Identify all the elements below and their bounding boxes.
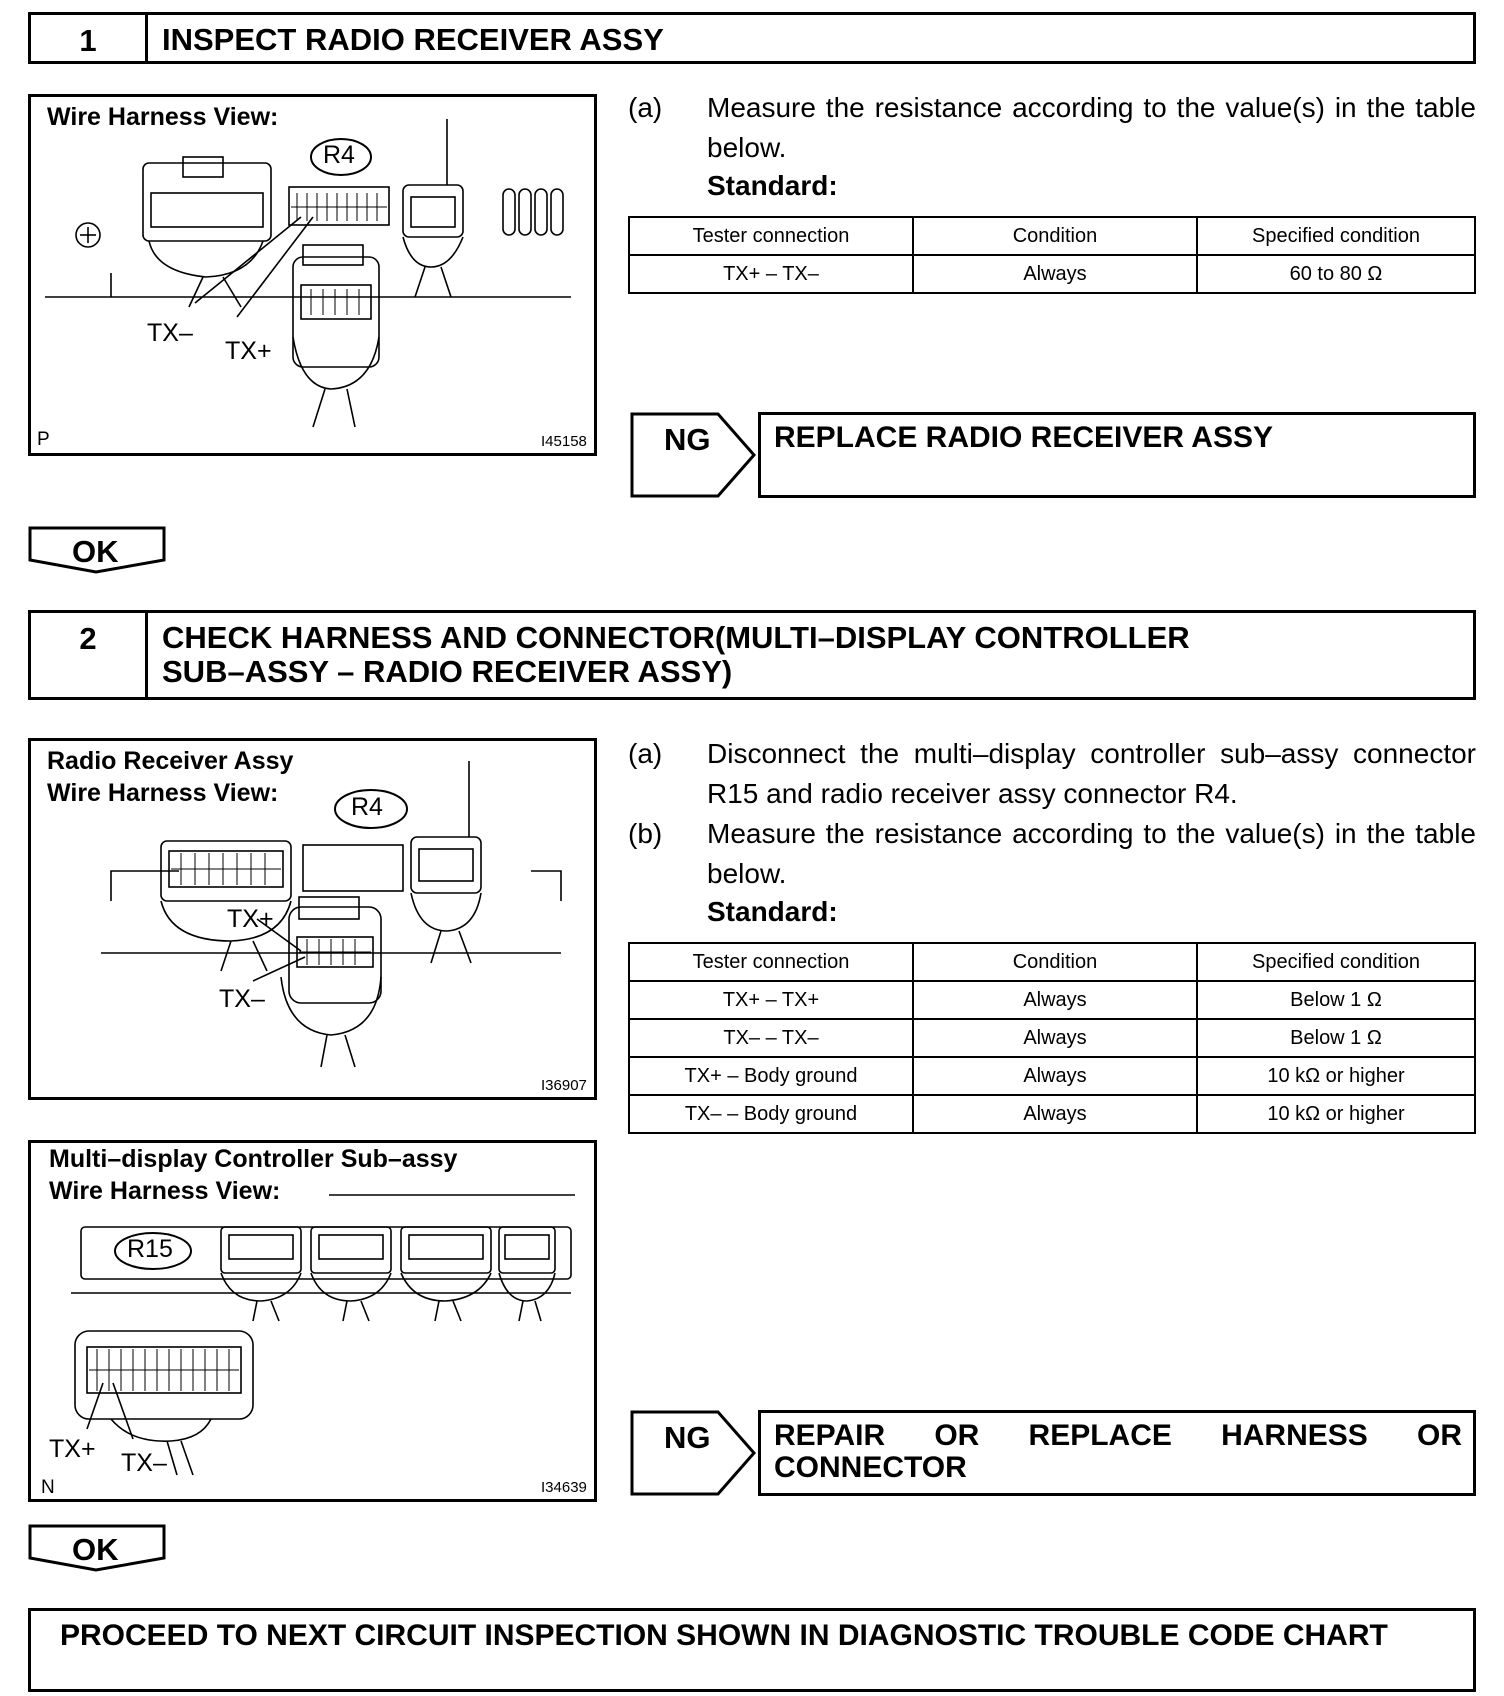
table-header: Condition <box>913 943 1197 981</box>
table-row <box>629 1095 1475 1133</box>
ng-label: NG <box>664 422 711 457</box>
table-header: Specified condition <box>1197 217 1475 255</box>
ok-label: OK <box>72 534 119 569</box>
step-title: INSPECT RADIO RECEIVER ASSY <box>162 22 664 57</box>
step-title-line-2: SUB–ASSY – RADIO RECEIVER ASSY) <box>162 654 733 689</box>
table-cell: Below 1 Ω <box>1197 1019 1475 1057</box>
table-cell: Always <box>913 981 1197 1019</box>
step-title-line-1: CHECK HARNESS AND CONNECTOR(MULTI–DISPLAY CONTROLLER <box>162 620 1190 655</box>
figure-corner-letter: P <box>37 429 50 450</box>
ng-action-line-2: CONNECTOR <box>774 1451 967 1484</box>
figure-title: Wire Harness View: <box>47 103 279 131</box>
ok-label: OK <box>72 1532 119 1567</box>
callout-tx-plus: TX+ <box>49 1435 96 1463</box>
step-title <box>148 613 1190 697</box>
figure-title-line-1: Multi–display Controller Sub–assy <box>49 1145 458 1173</box>
figure-title-line-2: Wire Harness View: <box>49 1177 281 1205</box>
final-instruction-text: PROCEED TO NEXT CIRCUIT INSPECTION SHOWN IN DIAGNOSTIC TROUBLE CODE CHART <box>60 1619 1388 1652</box>
step-number: 2 <box>31 613 148 697</box>
instruction-text: Measure the resistance according to the value(s) in the table below. <box>707 92 1476 163</box>
callout-tx-minus: TX– <box>121 1449 167 1477</box>
connector-label-r15: R15 <box>127 1235 173 1263</box>
step-2-instruction-a <box>628 734 1476 814</box>
instruction-label: (a) <box>628 92 663 123</box>
multi-display-controller-figure <box>28 1140 597 1502</box>
figure-title-line-2: Wire Harness View: <box>47 779 279 807</box>
table-cell: TX+ – TX+ <box>629 981 913 1019</box>
standard-label: Standard: <box>707 170 838 201</box>
figure-corner-letter: N <box>41 1477 55 1498</box>
connector-label-r4: R4 <box>323 141 355 169</box>
ng-label: NG <box>664 1420 711 1455</box>
callout-tx-plus: TX+ <box>225 337 272 365</box>
callout-tx-minus: TX– <box>219 985 265 1013</box>
step-2-instruction-b <box>628 814 1476 894</box>
ng-action-line-1: REPAIR OR REPLACE HARNESS OR <box>774 1419 1462 1452</box>
table-cell: 10 kΩ or higher <box>1197 1095 1475 1133</box>
table-cell: 60 to 80 Ω <box>1197 255 1475 293</box>
table-cell: Below 1 Ω <box>1197 981 1475 1019</box>
instruction-text: Disconnect the multi–display controller sub–assy connector R15 and radio receiver assy connector R4. <box>707 738 1476 809</box>
table-header: Condition <box>913 217 1197 255</box>
standard-label: Standard: <box>707 896 838 927</box>
wire-harness-figure <box>28 94 597 456</box>
step-2-header <box>28 610 1476 700</box>
r4-label-oval <box>31 741 600 1103</box>
r4-label-oval <box>31 97 600 459</box>
table-row <box>629 1019 1475 1057</box>
figure-title-line-1: Radio Receiver Assy <box>47 747 294 775</box>
table-cell: TX– – TX– <box>629 1019 913 1057</box>
connector-label-r4: R4 <box>351 793 383 821</box>
table-header-row <box>629 217 1475 255</box>
table-header: Specified condition <box>1197 943 1475 981</box>
table-cell: Always <box>913 1057 1197 1095</box>
table-row <box>629 1057 1475 1095</box>
figure-id: I34639 <box>541 1479 587 1496</box>
step-1-spec-table <box>628 216 1476 294</box>
table-header: Tester connection <box>629 217 913 255</box>
figure-id: I36907 <box>541 1077 587 1094</box>
table-cell: Always <box>913 255 1197 293</box>
step-1-instruction-a <box>628 88 1476 168</box>
table-cell: TX+ – Body ground <box>629 1057 913 1095</box>
table-cell: TX+ – TX– <box>629 255 913 293</box>
step-number: 1 <box>31 15 148 61</box>
table-row <box>629 981 1475 1019</box>
step-2-spec-table <box>628 942 1476 1134</box>
callout-tx-minus: TX– <box>147 319 193 347</box>
table-cell: Always <box>913 1095 1197 1133</box>
step-1-header <box>28 12 1476 64</box>
instruction-text: Measure the resistance according to the value(s) in the table below. <box>707 818 1476 889</box>
ng-action-text <box>774 1420 1462 1484</box>
table-header-row <box>629 943 1475 981</box>
figure-id: I45158 <box>541 433 587 450</box>
r15-label-oval <box>31 1143 600 1505</box>
ng-action-text: REPLACE RADIO RECEIVER ASSY <box>774 421 1273 454</box>
instruction-label: (b) <box>628 818 663 849</box>
callout-tx-plus: TX+ <box>227 905 274 933</box>
table-header: Tester connection <box>629 943 913 981</box>
instruction-label: (a) <box>628 738 663 769</box>
table-cell: 10 kΩ or higher <box>1197 1057 1475 1095</box>
radio-receiver-figure <box>28 738 597 1100</box>
table-row <box>629 255 1475 293</box>
table-cell: TX– – Body ground <box>629 1095 913 1133</box>
table-cell: Always <box>913 1019 1197 1057</box>
